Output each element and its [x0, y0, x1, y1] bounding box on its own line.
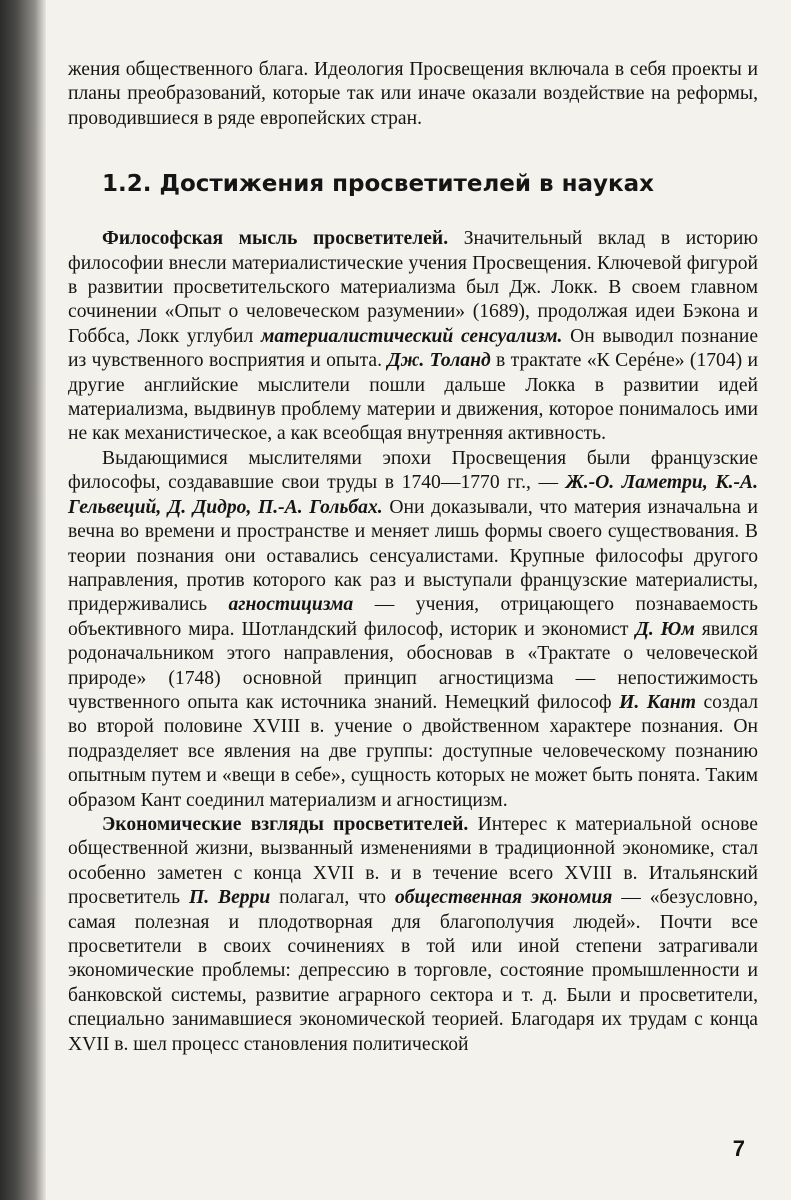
text-span: создал во второй половине XVIII в. учение о двойственном характере познания. Он подразделяет все явления на две группы: доступные человеческому познанию опытным путем и «вещи в себе», сущность которых не может быть понята. Таким образом Кант соединил материализм и агностицизм. [68, 691, 758, 811]
text-span: Он выводил познание из чувственного восприятия и опыта. [68, 325, 759, 372]
person-verri: П. Верри [189, 887, 271, 909]
text-span: Значительный вклад в историю философии внесли материалистические учения Просвещения. Ключевой фигурой в развитии просветительского материализма был Дж. Локк. В своем главном сочинении «Опыт о человеческом разумении» (1689), продолжая идеи Бэкона и Гоббса, Локк углубил [68, 228, 758, 347]
text-span: Они доказывали, что материя изначальна и вечна во времени и пространстве и меняет лишь формы своего существования. В теории познания они оставались сенсуалистами. Крупные философы другого направления, против которого как раз и выступали французские материалисты, придерживались [68, 496, 758, 616]
page-number: 7 [732, 1136, 745, 1161]
person-names-french: Ж.-О. Ламетри, К.-А. Гельвеций, Д. Дидро, П.-А. Гольбах. [68, 472, 759, 518]
term-agnosticism: агностицизма [228, 594, 354, 616]
text-span: — «безусловно, самая полезная и плодотворная для благополучия людей». Почти все просветители в своих сочинениях в той или иной степени затрагивали экономические проблемы: депрессию в торговле, состояние промышленности и банковской системы, развитие аграрного сектора и т. д. Были и просветители, специально занимавшиеся экономической теорией. Благодаря их трудам с конца XVII в. шел процесс становления политической [68, 887, 759, 1055]
section-heading [68, 169, 758, 199]
section-number: 1.2. [102, 171, 152, 198]
paragraph-economics [68, 813, 758, 1057]
person-hume: Д. Юм [635, 618, 695, 640]
text-span: явился родоначальником этого направления, обосновав в «Трактате о человеческой природе» (1748) основной принцип агностицизма — непостижимость чувственного опыта как источника знаний. Немецкий философ [68, 618, 758, 713]
book-spine-shadow [0, 0, 46, 1200]
text-span: в трактате «К Серéне» (1704) и другие английские мыслители пошли дальше Локка в развитии идей материализма, выдвинув проблему материи и движения, которое понималось ими не как механистическое, а как всеобщая внутренняя активность. [68, 350, 759, 445]
page-body [68, 58, 758, 1057]
term-social-economy: общественная экономия [394, 887, 613, 909]
paragraph-french-philosophers [68, 447, 758, 813]
text-span: Выдающимися мыслителями эпохи Просвещения были французские философы, создававшие свои труды в 1740—1770 гг., — [68, 447, 758, 494]
run-in-heading-philosophy: Философская мысль просветителей. [102, 228, 449, 250]
run-in-heading-economics: Экономические взгляды просветителей. [102, 813, 469, 835]
section-title: Достижения просветителей в науках [159, 171, 654, 198]
person-toland: Дж. Толанд [387, 350, 491, 372]
intro-paragraph: жения общественного блага. Идеология Просвещения включала в себя проекты и планы преобразований, которые так или иначе оказали воздействие на реформы, проводившиеся в ряде европейских стран. [68, 59, 758, 129]
text-span: полагал, что [270, 887, 395, 909]
text-span: Интерес к материальной основе общественной жизни, вызванный изменениями в традиционной экономике, стал особенно заметен с конца XVII в. и в течение всего XVIII в. Итальянский просветитель [68, 813, 759, 909]
term-sensualism: материалистический сенсуализм. [260, 325, 563, 347]
person-kant: И. Кант [619, 691, 696, 713]
text-span: — учения, отрицающего познаваемость объективного мира. Шотландский философ, историк и экономист [68, 594, 758, 640]
paragraph-philosophy [68, 227, 758, 447]
